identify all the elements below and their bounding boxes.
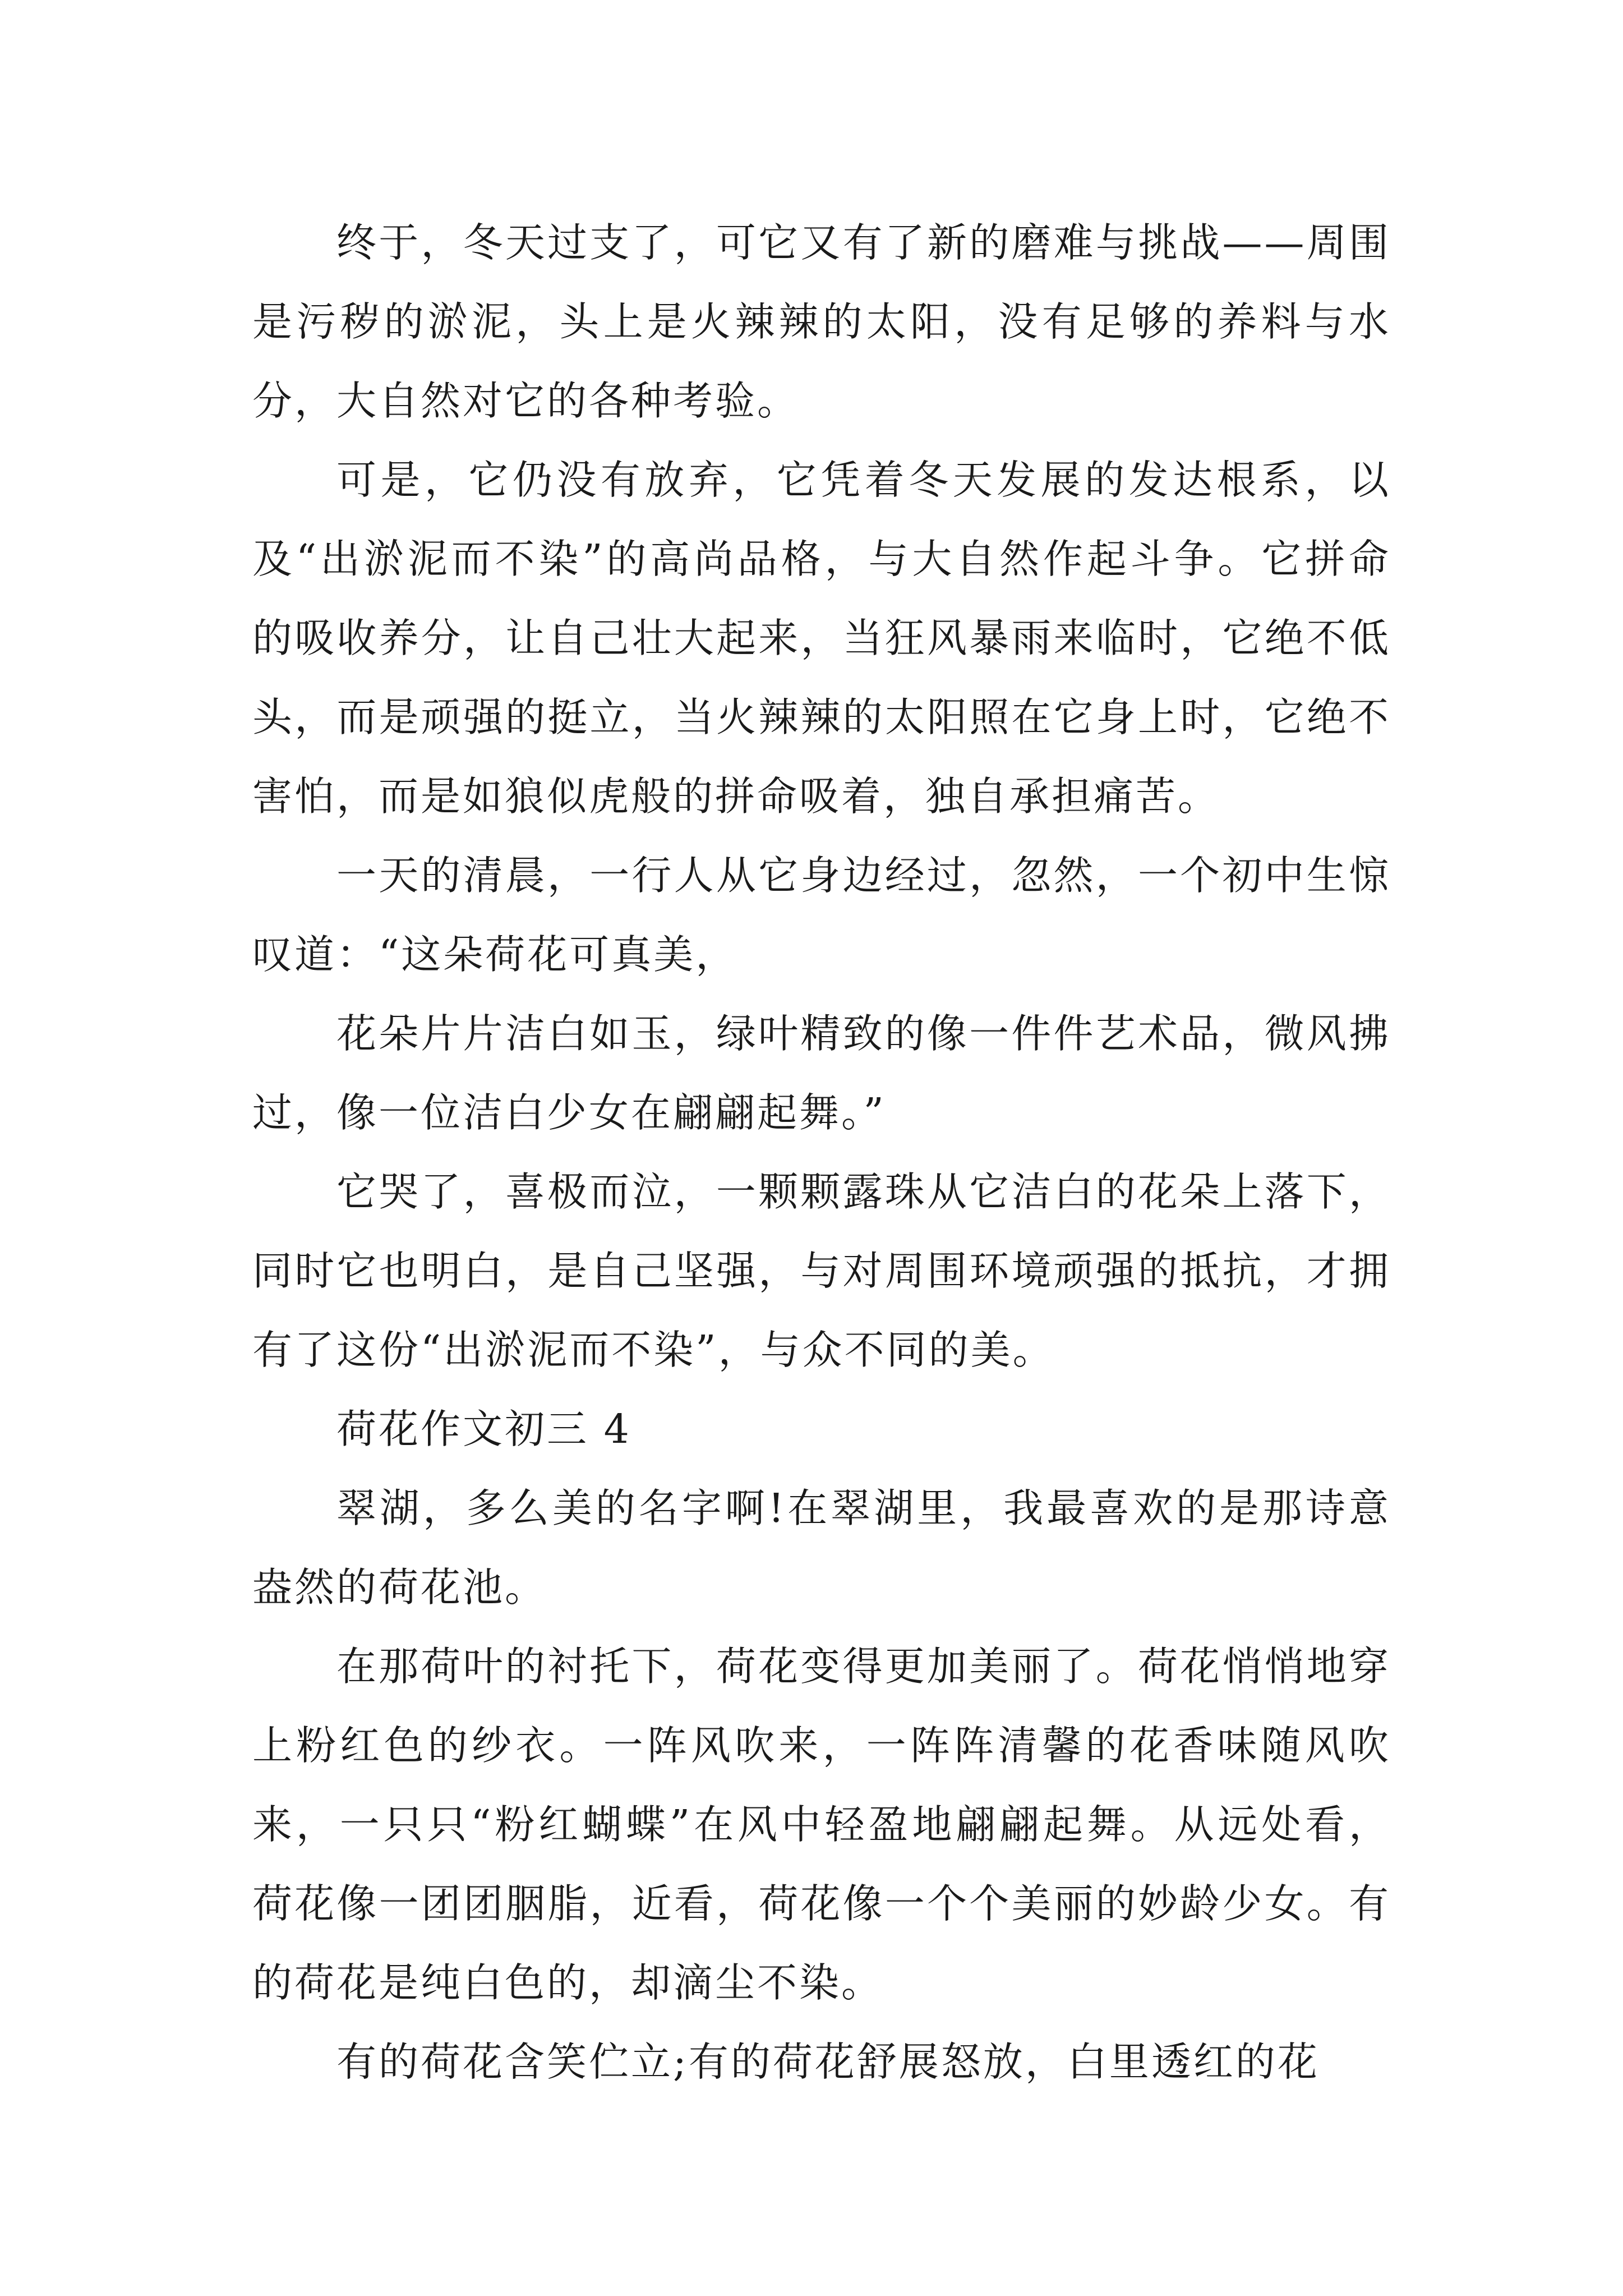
document-body (252, 203, 1391, 2101)
paragraph-cuihu-lake: 翠湖，多么美的名字啊!在翠湖里，我最喜欢的是那诗意盎然的荷花池。 (252, 1485, 1391, 1611)
section-heading: 荷花作文初三 4 (336, 1406, 631, 1452)
paragraph-morning-student: 一天的清晨，一行人从它身边经过，忽然，一个初中生惊叹道：“这朵荷花可真美， (252, 852, 1391, 978)
paragraph-smiling-lotus: 有的荷花含笑伫立;有的荷花舒展怒放，白里透红的花 (336, 2039, 1320, 2085)
paragraph-not-give-up: 可是，它仍没有放弃，它凭着冬天发展的发达根系，以及“出淤泥而不染”的高尚品格，与大自然作起斗争。它拼命的吸收养分，让自己壮大起来，当狂风暴雨来临时，它绝不低头，而是顽强的挺立，当火辣辣的太阳照在它身上时，它绝不害怕，而是如狼似虎般的拼命吸着，独自承担痛苦。 (252, 457, 1391, 820)
paragraph-flower-petals: 花朵片片洁白如玉，绿叶精致的像一件件艺术品，微风拂过，像一位洁白少女在翩翩起舞。” (252, 1010, 1391, 1136)
paragraph-winter-passed: 终于，冬天过支了，可它又有了新的磨难与挑战——周围是污秽的淤泥，头上是火辣辣的太阳，没有足够的养料与水分，大自然对它的各种考验。 (252, 219, 1391, 424)
paragraph-tears-of-joy: 它哭了，喜极而泣，一颗颗露珠从它洁白的花朵上落下，同时它也明白，是自己坚强，与对周围环境顽强的抵抗，才拥有了这份“出淤泥而不染”，与众不同的美。 (252, 1168, 1391, 1373)
paragraph-pink-lotus: 在那荷叶的衬托下，荷花变得更加美丽了。荷花悄悄地穿上粉红色的纱衣。一阵风吹来，一阵阵清馨的花香味随风吹来，一只只“粉红蝴蝶”在风中轻盈地翩翩起舞。从远处看，荷花像一团团胭脂，近看，荷花像一个个美丽的妙龄少女。有的荷花是纯白色的，却滴尘不染。 (252, 1643, 1391, 2006)
